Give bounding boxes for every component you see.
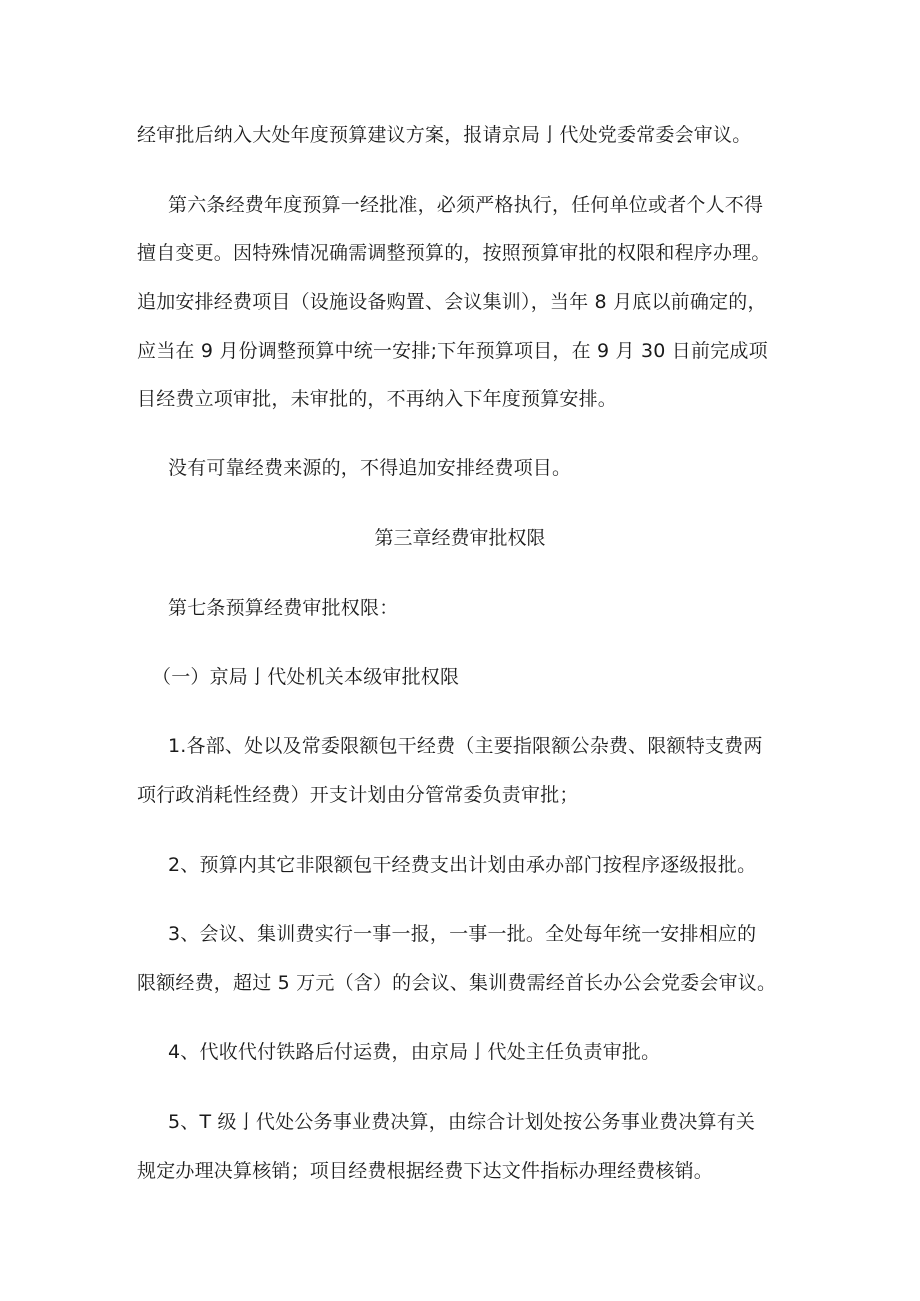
item-4-line: 4、代收代付铁路后付运费，由京局亅代处主任负责审批。 [168, 1041, 661, 1063]
article-6-line-4: 应当在 9 月份调整预算中统一安排;下年预算项目，在 9 月 30 日前完成项 [137, 340, 768, 362]
chapter-heading: 第三章经费审批权限 [374, 527, 546, 549]
item-5-line-1: 5、T 级亅代处公务事业费决算，由综合计划处按公务事业费决算有关 [168, 1111, 756, 1133]
item-1-line-2: 项行政消耗性经费）开支计划由分管常委负责审批； [137, 784, 579, 806]
item-3-line-1: 3、会议、集训费实行一事一报，一事一批。全处每年统一安排相应的 [168, 923, 757, 945]
paragraph-line: 经审批后纳入大处年度预算建议方案，报请京局亅代处党委常委会审议。 [137, 124, 752, 146]
section-heading: （一）京局亅代处机关本级审批权限 [152, 666, 460, 688]
article-6-line-2: 擅自变更。因特殊情况确需调整预算的，按照预算审批的权限和程序办理。 [137, 242, 771, 264]
item-3-line-2: 限额经费，超过 5 万元（含）的会议、集训费需经首长办公会党委会审议。 [137, 972, 777, 994]
item-5-line-2: 规定办理决算核销；项目经费根据经费下达文件指标办理经费核销。 [137, 1160, 714, 1182]
article-6-line-5: 目经费立项审批，未审批的，不再纳入下年度预算安排。 [137, 388, 618, 410]
article-6-line-1: 第六条经费年度预算一经批准，必须严格执行，任何单位或者个人不得 [168, 194, 764, 216]
article-6-line-3: 追加安排经费项目（设施设备购置、会议集训），当年 8 月底以前确定的， [137, 291, 767, 313]
item-1-line-1: 1.各部、处以及常委限额包干经费（主要指限额公杂费、限额特支费两 [168, 735, 763, 757]
paragraph-line: 没有可靠经费来源的，不得追加安排经费项目。 [168, 457, 572, 479]
article-7-heading: 第七条预算经费审批权限： [168, 597, 399, 619]
item-2-line: 2、预算内其它非限额包干经费支出计划由承办部门按程序逐级报批。 [168, 854, 757, 876]
